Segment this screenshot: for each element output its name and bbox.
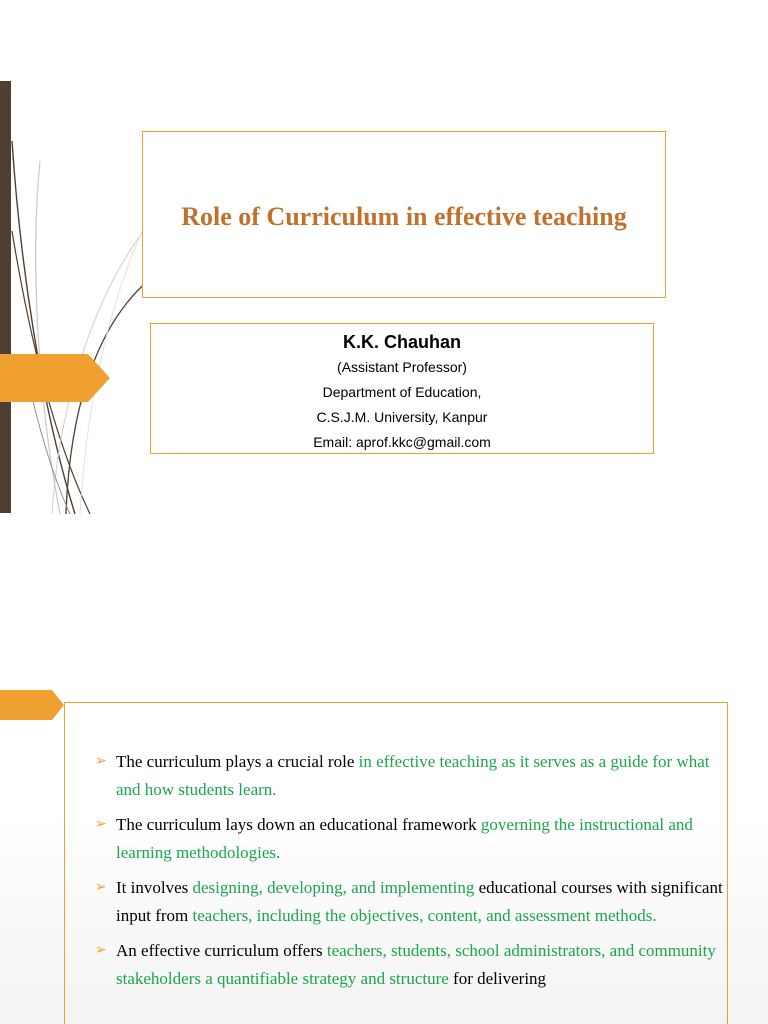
title-box [142, 131, 666, 298]
slide-gap [0, 514, 768, 674]
author-box [150, 323, 654, 454]
bullet-item [95, 874, 725, 930]
bullet-highlight: in effective teaching as it serves as a guide for what and how students learn. [116, 752, 710, 799]
orange-tab-arrow [0, 354, 110, 402]
bullet-item [95, 811, 725, 867]
slide-title: Role of Curriculum in effective teaching [181, 202, 627, 231]
bullet-text: educational courses with significant input from [116, 878, 723, 925]
bullet-list [95, 748, 725, 1000]
author-university: C.S.J.M. University, Kanpur [316, 409, 488, 425]
author-department: Department of Education, [322, 384, 482, 400]
bullet-text: for delivering [448, 969, 547, 988]
bullet-highlight: governing the instructional and learning methodologies. [116, 815, 693, 862]
bullet-highlight: teachers, students, school administrators, and community stakeholders a quantifiable strategy and structure [116, 941, 716, 988]
orange-tab-arrow-2 [0, 690, 64, 720]
arrow-bullet-icon: ➢ [95, 880, 107, 895]
arrow-bullet-icon: ➢ [95, 817, 107, 832]
bullet-highlight: designing, developing, and implementing [192, 878, 475, 897]
author-email: Email: aprof.kkc@gmail.com [313, 434, 491, 450]
bullet-text: The curriculum lays down an educational framework [116, 815, 481, 834]
content-slide [0, 674, 768, 1024]
bullet-highlight: teachers, including the objectives, content, and assessment methods. [192, 906, 657, 925]
bullet-item [95, 937, 725, 993]
author-name: K.K. Chauhan [342, 332, 461, 352]
author-role: (Assistant Professor) [337, 359, 467, 375]
bullet-item [95, 748, 725, 804]
bullet-text: It involves [116, 878, 193, 897]
arrow-bullet-icon: ➢ [95, 754, 107, 769]
arrow-bullet-icon: ➢ [95, 943, 107, 958]
bullet-text: An effective curriculum offers [116, 941, 327, 960]
bullet-text: The curriculum plays a crucial role [116, 752, 359, 771]
